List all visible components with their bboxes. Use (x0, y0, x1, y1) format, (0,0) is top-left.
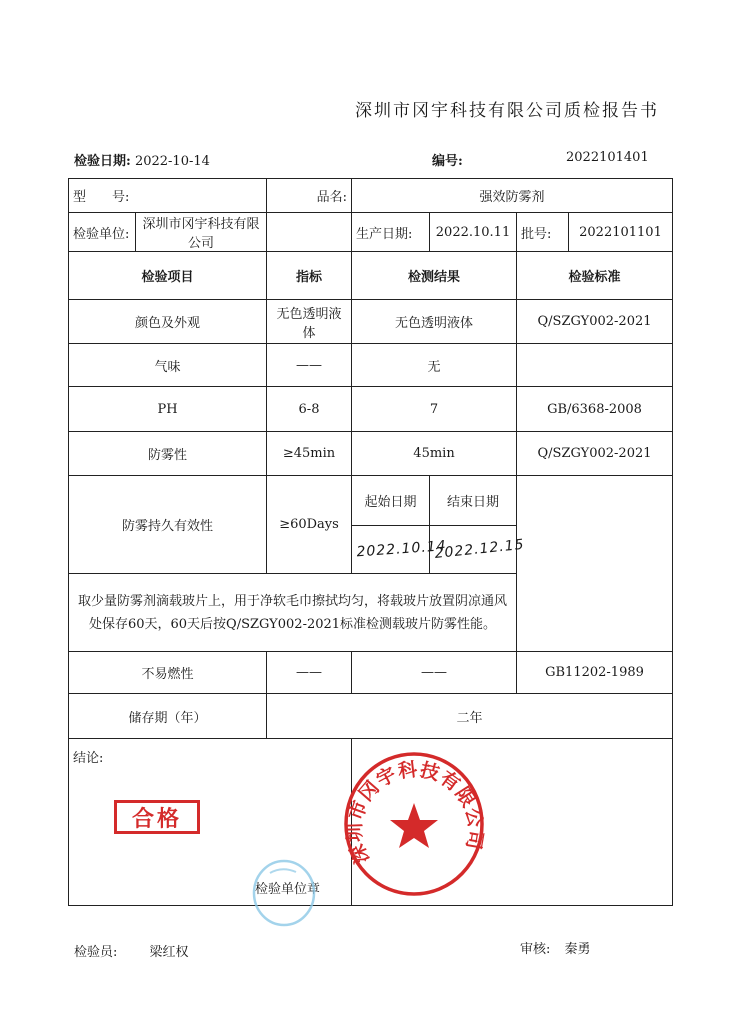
row-spec: 6-8 (267, 387, 352, 432)
row-standard (517, 344, 673, 387)
storage-item: 储存期（年） (69, 694, 267, 739)
start-date-handwritten-text: 2022.10.14 (355, 537, 447, 560)
inspector (74, 941, 189, 960)
seal-text: 深圳市冈宇科技有限公司 (343, 758, 487, 868)
row-result: 7 (352, 387, 517, 432)
row-spec: ≥45min (267, 432, 352, 476)
row-standard: Q/SZGY002-2021 (517, 300, 673, 344)
row-result: 无 (352, 344, 517, 387)
row-item: 防雾性 (69, 432, 267, 476)
table-row (69, 300, 673, 344)
serial-label: 编号: (432, 154, 463, 169)
reviewer (520, 938, 591, 957)
inspection-date-label: 检验日期: (74, 154, 131, 169)
document-title: 深圳市冈宇科技有限公司质检报告书 (355, 101, 659, 121)
reviewer-label: 审核: (520, 942, 551, 957)
table-row (69, 432, 673, 476)
pass-stamp: 合格 (114, 800, 200, 834)
row-result: 45min (352, 432, 517, 476)
row-spec: —— (267, 652, 352, 694)
row-result: —— (352, 652, 517, 694)
start-date-label: 起始日期 (352, 476, 430, 526)
serial-value: 2022101401 (566, 150, 649, 165)
col-header-result: 检测结果 (352, 252, 517, 300)
production-date-label: 生产日期: (352, 213, 430, 252)
info-row-1 (69, 179, 673, 213)
production-date-value: 2022.10.11 (430, 213, 517, 252)
col-header-standard: 检验标准 (517, 252, 673, 300)
inspection-unit-value-cont (267, 213, 352, 252)
inspection-date (74, 150, 210, 169)
durability-spec: ≥60Days (267, 476, 352, 574)
start-date-handwritten (350, 523, 447, 576)
unit-seal-label: 检验单位章 (255, 882, 321, 897)
conclusion-cell (69, 739, 352, 906)
inspection-unit-value: 深圳市冈宇科技有限公司 (142, 217, 260, 251)
row-standard: Q/SZGY002-2021 (517, 432, 673, 476)
row-item: 颜色及外观 (69, 300, 267, 344)
company-seal-icon (342, 748, 487, 898)
info-row-2 (69, 213, 673, 252)
end-date-handwritten (427, 521, 525, 578)
batch-label: 批号: (517, 213, 569, 252)
header-row (69, 252, 673, 300)
end-date-label: 结束日期 (430, 476, 517, 526)
durability-row-top (69, 476, 673, 526)
conclusion-label: 结论: (73, 751, 104, 766)
durability-item: 防雾持久有效性 (69, 476, 267, 574)
faint-seal-icon (248, 858, 306, 928)
row-standard: GB11202-1989 (517, 652, 673, 694)
inspection-unit-label: 检验单位: (69, 213, 136, 251)
col-header-item: 检验项目 (69, 252, 267, 300)
col-header-spec: 指标 (267, 252, 352, 300)
reviewer-name: 秦勇 (564, 942, 591, 957)
row-item: 气味 (69, 344, 267, 387)
product-name-value: 强效防雾剂 (352, 179, 673, 213)
row-item: 不易燃性 (69, 652, 267, 694)
inspection-date-value: 2022-10-14 (134, 154, 210, 169)
inspector-name: 梁红权 (149, 945, 189, 960)
inspector-label: 检验员: (74, 945, 118, 960)
inspection-unit-cell (69, 213, 267, 252)
row-spec: 无色透明液体 (267, 300, 352, 344)
flammability-row (69, 652, 673, 694)
table-row (69, 344, 673, 387)
row-result: 无色透明液体 (352, 300, 517, 344)
batch-value: 2022101101 (569, 213, 673, 252)
row-spec: —— (267, 344, 352, 387)
row-standard: GB/6368-2008 (517, 387, 673, 432)
durability-standard (517, 476, 673, 652)
table-row (69, 387, 673, 432)
product-name-label: 品名: (267, 179, 352, 213)
test-method-note: 取少量防雾剂滴载玻片上，用于净软毛巾擦拭均匀，将载玻片放置阴凉通风处保存60天，60天后按Q/SZGY002-2021标准检测载玻片防雾性能。 (69, 574, 517, 652)
model-label: 型 号: (69, 179, 267, 213)
row-item: PH (69, 387, 267, 432)
storage-row (69, 694, 673, 739)
storage-value: 二年 (267, 694, 673, 739)
end-date-handwritten-text: 2022.12.15 (433, 536, 525, 562)
